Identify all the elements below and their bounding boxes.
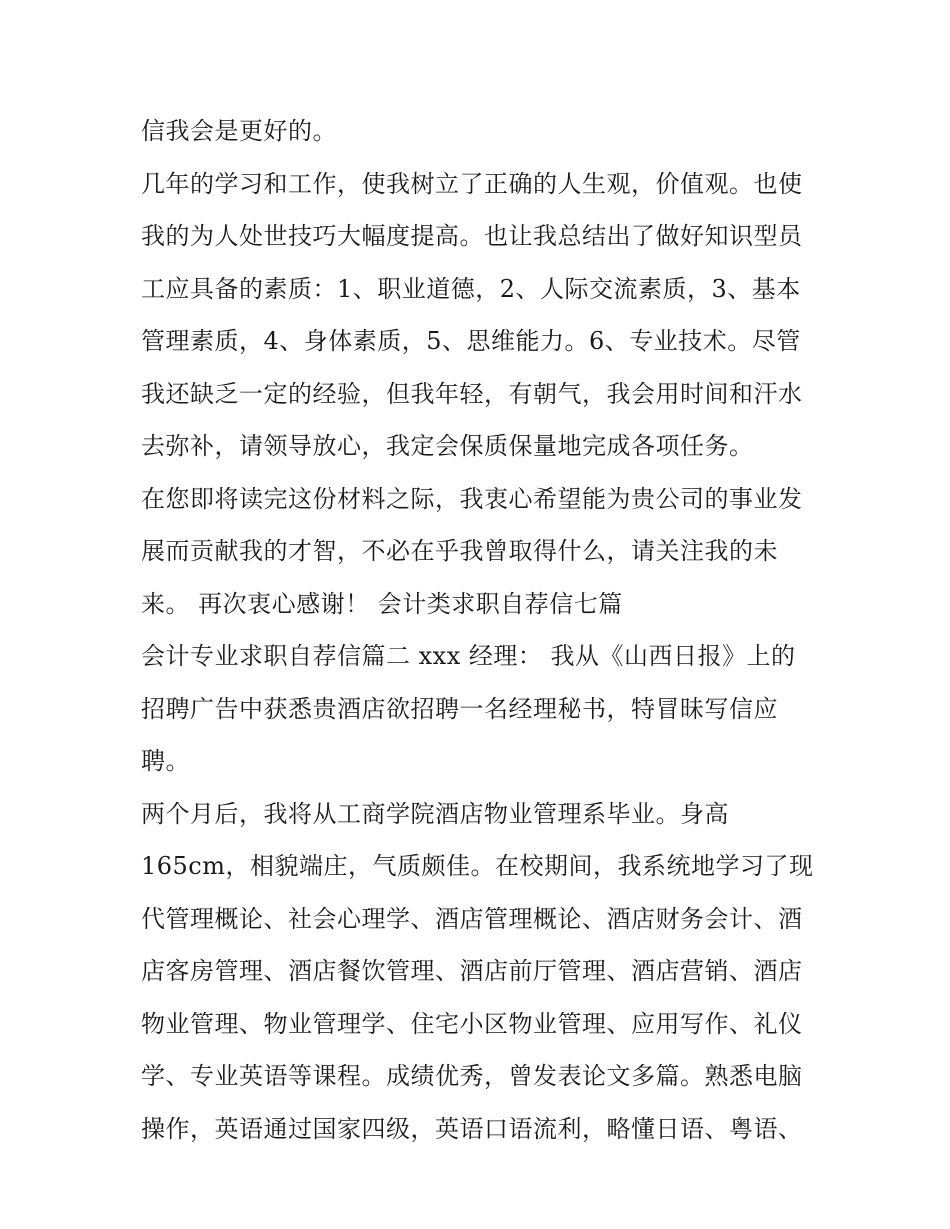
text-line: 165cm，相貌端庄，气质颇佳。在校期间，我系统地学习了现 [141, 852, 814, 880]
text-line: 两个月后，我将从工商学院酒店物业管理系毕业。身高 [141, 799, 729, 828]
text-line: 操作，英语通过国家四级，英语口语流利，略懂日语、粤语、 [141, 1114, 803, 1143]
text-line: 代管理概论、社会心理学、酒店管理概论、酒店财务会计、酒 [141, 904, 803, 933]
text-line: 会计专业求职自荐信篇二 xxx 经理： 我从《山西日报》上的 [141, 642, 796, 670]
text-line: 学、专业英语等课程。成绩优秀，曾发表论文多篇。熟悉电脑 [141, 1062, 803, 1090]
text-line: 管理素质，4、身体素质，5、思维能力。6、专业技术。尽管 [141, 327, 801, 355]
text-line: 物业管理、物业管理学、住宅小区物业管理、应用写作、礼仪 [141, 1009, 803, 1038]
text-line: 招聘广告中获悉贵酒店欲招聘一名经理秘书，特冒昧写信应 [141, 694, 778, 723]
text-line: 信我会是更好的。 [141, 117, 337, 145]
text-line: 在您即将读完这份材料之际，我衷心希望能为贵公司的事业发 [141, 484, 803, 513]
text-line: 来。 再次衷心感谢！ 会计类求职自荐信七篇 [141, 589, 623, 618]
text-line: 我的为人处世技巧大幅度提高。也让我总结出了做好知识型员 [141, 222, 803, 250]
text-line: 店客房管理、酒店餐饮管理、酒店前厅管理、酒店营销、酒店 [141, 957, 803, 985]
text-line: 去弥补，请领导放心，我定会保质保量地完成各项任务。 [141, 432, 754, 460]
text-line: 聘。 [141, 747, 190, 775]
body-text [141, 105, 821, 1155]
text-line: 展而贡献我的才智，不必在乎我曾取得什么，请关注我的未 [141, 537, 778, 565]
text-line: 几年的学习和工作，使我树立了正确的人生观，价值观。也使 [141, 169, 803, 198]
text-line: 工应具备的素质：1、职业道德，2、人际交流素质，3、基本 [141, 274, 801, 303]
text-line: 我还缺乏一定的经验，但我年轻，有朝气，我会用时间和汗水 [141, 379, 803, 408]
